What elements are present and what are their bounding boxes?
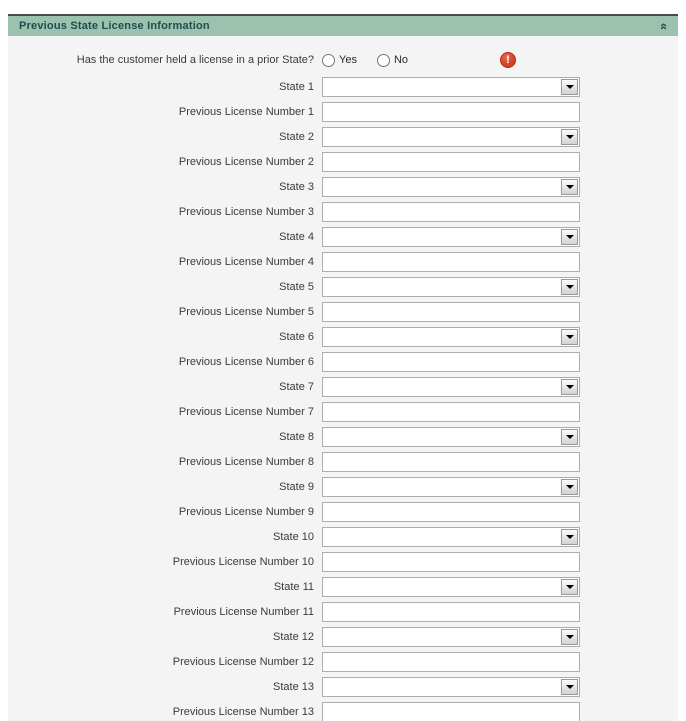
state-dropdown[interactable] bbox=[322, 677, 580, 697]
state-dropdown[interactable] bbox=[322, 227, 580, 247]
state-field-row bbox=[8, 324, 678, 349]
license-number-input[interactable] bbox=[322, 602, 580, 622]
state-label: State 8 bbox=[279, 430, 314, 443]
license-number-input[interactable] bbox=[322, 552, 580, 572]
license-number-input[interactable] bbox=[322, 702, 580, 721]
license-field-row bbox=[8, 699, 678, 721]
dropdown-arrow-button[interactable] bbox=[561, 629, 578, 645]
state-label: State 12 bbox=[273, 630, 314, 643]
state-dropdown[interactable] bbox=[322, 627, 580, 647]
chevron-down-icon bbox=[566, 235, 574, 239]
prior-state-yes-label: Yes bbox=[339, 54, 357, 66]
chevron-down-icon bbox=[566, 185, 574, 189]
dropdown-arrow-button[interactable] bbox=[561, 279, 578, 295]
license-number-label: Previous License Number 13 bbox=[172, 705, 314, 718]
license-field-row bbox=[8, 149, 678, 174]
state-label: State 13 bbox=[273, 680, 314, 693]
state-dropdown[interactable] bbox=[322, 77, 580, 97]
state-field-row bbox=[8, 474, 678, 499]
state-dropdown[interactable] bbox=[322, 527, 580, 547]
license-field-row bbox=[8, 649, 678, 674]
state-field-row bbox=[8, 574, 678, 599]
license-number-label: Previous License Number 8 bbox=[178, 455, 314, 468]
dropdown-arrow-button[interactable] bbox=[561, 379, 578, 395]
state-field-row bbox=[8, 174, 678, 199]
dropdown-arrow-button[interactable] bbox=[561, 129, 578, 145]
panel-header[interactable] bbox=[8, 14, 678, 36]
state-dropdown[interactable] bbox=[322, 277, 580, 297]
license-number-label: Previous License Number 10 bbox=[172, 555, 314, 568]
state-dropdown[interactable] bbox=[322, 127, 580, 147]
chevron-down-icon bbox=[566, 435, 574, 439]
state-field-row bbox=[8, 74, 678, 99]
license-number-input[interactable] bbox=[322, 252, 580, 272]
license-number-label: Previous License Number 6 bbox=[178, 355, 314, 368]
chevron-down-icon bbox=[566, 335, 574, 339]
chevron-down-icon bbox=[566, 685, 574, 689]
chevron-down-icon bbox=[566, 585, 574, 589]
state-field-row bbox=[8, 224, 678, 249]
state-label: State 4 bbox=[279, 230, 314, 243]
dropdown-arrow-button[interactable] bbox=[561, 429, 578, 445]
license-number-label: Previous License Number 9 bbox=[178, 505, 314, 518]
license-field-row bbox=[8, 449, 678, 474]
state-dropdown[interactable] bbox=[322, 577, 580, 597]
dropdown-arrow-button[interactable] bbox=[561, 479, 578, 495]
required-warning-icon: ! bbox=[500, 52, 516, 68]
prior-state-no-radio[interactable] bbox=[377, 54, 390, 67]
state-dropdown[interactable] bbox=[322, 177, 580, 197]
license-number-label: Previous License Number 4 bbox=[178, 255, 314, 268]
license-number-input[interactable] bbox=[322, 152, 580, 172]
chevron-down-icon bbox=[566, 535, 574, 539]
state-field-row bbox=[8, 674, 678, 699]
license-number-input[interactable] bbox=[322, 502, 580, 522]
chevron-down-icon bbox=[566, 285, 574, 289]
license-number-label: Previous License Number 1 bbox=[178, 105, 314, 118]
license-number-input[interactable] bbox=[322, 102, 580, 122]
previous-state-license-panel bbox=[8, 0, 678, 721]
license-field-row bbox=[8, 499, 678, 524]
state-label: State 11 bbox=[273, 580, 314, 593]
state-label: State 1 bbox=[279, 80, 314, 93]
chevron-down-icon bbox=[566, 485, 574, 489]
license-number-label: Previous License Number 3 bbox=[178, 205, 314, 218]
dropdown-arrow-button[interactable] bbox=[561, 579, 578, 595]
license-number-input[interactable] bbox=[322, 452, 580, 472]
collapse-chevron-up-icon[interactable]: « bbox=[656, 22, 672, 30]
license-number-label: Previous License Number 12 bbox=[172, 655, 314, 668]
license-number-label: Previous License Number 2 bbox=[178, 155, 314, 168]
chevron-down-icon bbox=[566, 135, 574, 139]
license-field-row bbox=[8, 249, 678, 274]
state-label: State 7 bbox=[279, 380, 314, 393]
state-dropdown[interactable] bbox=[322, 377, 580, 397]
panel-title: Previous State License Information bbox=[19, 20, 210, 32]
license-number-input[interactable] bbox=[322, 402, 580, 422]
state-dropdown[interactable] bbox=[322, 427, 580, 447]
state-field-row bbox=[8, 524, 678, 549]
license-number-input[interactable] bbox=[322, 302, 580, 322]
state-field-row bbox=[8, 274, 678, 299]
state-field-row bbox=[8, 424, 678, 449]
prior-state-question-label: Has the customer held a license in a prior State? bbox=[76, 54, 314, 66]
license-field-row bbox=[8, 549, 678, 574]
license-number-label: Previous License Number 11 bbox=[173, 605, 314, 618]
license-field-row bbox=[8, 299, 678, 324]
prior-state-question-row bbox=[8, 50, 678, 70]
license-field-row bbox=[8, 99, 678, 124]
prior-state-no-option[interactable] bbox=[377, 54, 408, 67]
license-rows-container bbox=[8, 74, 678, 721]
prior-state-no-label: No bbox=[393, 54, 409, 66]
license-number-input[interactable] bbox=[322, 202, 580, 222]
state-label: State 10 bbox=[273, 530, 314, 543]
chevron-down-icon bbox=[566, 385, 574, 389]
state-field-row bbox=[8, 624, 678, 649]
state-field-row bbox=[8, 124, 678, 149]
license-number-label: Previous License Number 7 bbox=[178, 405, 314, 418]
state-label: State 3 bbox=[279, 180, 314, 193]
chevron-down-icon bbox=[566, 85, 574, 89]
license-number-input[interactable] bbox=[322, 652, 580, 672]
license-field-row bbox=[8, 399, 678, 424]
state-field-row bbox=[8, 374, 678, 399]
state-label: State 2 bbox=[279, 130, 314, 143]
prior-state-yes-radio[interactable] bbox=[322, 54, 335, 67]
state-dropdown[interactable] bbox=[322, 477, 580, 497]
license-number-label: Previous License Number 5 bbox=[178, 305, 314, 318]
state-label: State 9 bbox=[279, 480, 314, 493]
license-field-row bbox=[8, 199, 678, 224]
state-label: State 6 bbox=[279, 330, 314, 343]
license-field-row bbox=[8, 349, 678, 374]
dropdown-arrow-button[interactable] bbox=[561, 679, 578, 695]
panel-body bbox=[8, 36, 678, 721]
prior-state-yes-option[interactable] bbox=[322, 54, 357, 67]
dropdown-arrow-button[interactable] bbox=[561, 529, 578, 545]
license-number-input[interactable] bbox=[322, 352, 580, 372]
dropdown-arrow-button[interactable] bbox=[561, 79, 578, 95]
dropdown-arrow-button[interactable] bbox=[561, 229, 578, 245]
state-label: State 5 bbox=[279, 280, 314, 293]
dropdown-arrow-button[interactable] bbox=[561, 179, 578, 195]
license-field-row bbox=[8, 599, 678, 624]
state-dropdown[interactable] bbox=[322, 327, 580, 347]
dropdown-arrow-button[interactable] bbox=[561, 329, 578, 345]
chevron-down-icon bbox=[566, 635, 574, 639]
